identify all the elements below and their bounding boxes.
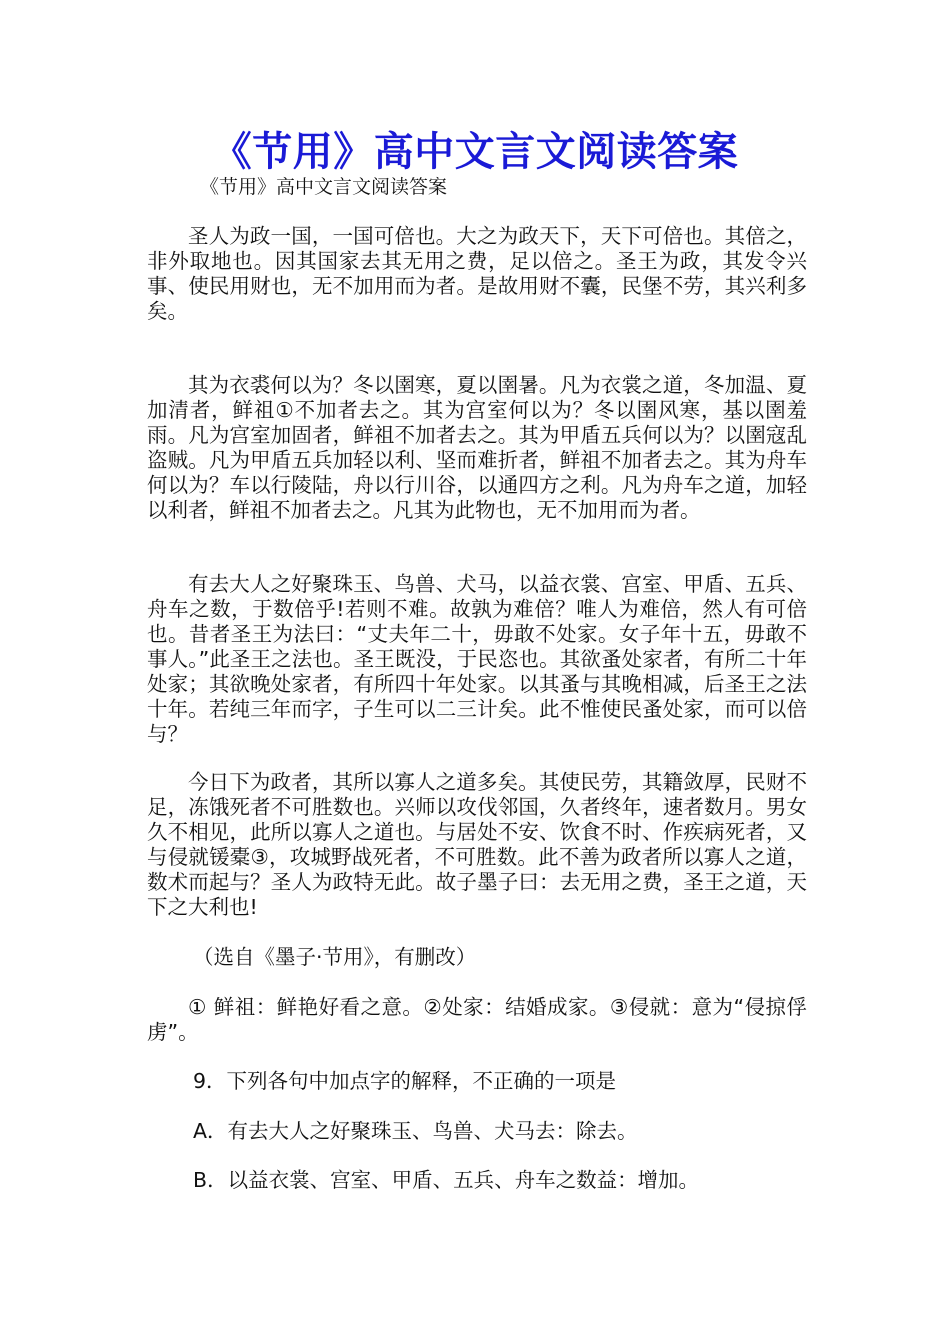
paragraph-1: 圣人为政一国，一国可倍也。大之为政天下，天下可倍也。其倍之，非外取地也。因其国家去其无用之费，足以倍之。圣王为政，其发令兴事、使民用财也，无不加用而为者。是故用财不囊，民堡不劳，其兴利多矣。	[147, 224, 807, 323]
paragraph-2: 其为衣裘何以为？冬以圉寒，夏以圉暑。凡为衣裳之道，冬加温、夏加清者，鲜祖①不加者去之。其为宫室何以为？冬以圉风寒，基以圉羞雨。凡为宫室加固者，鲜祖不加者去之。其为甲盾五兵何以为？以圉寇乱盗贼。凡为甲盾五兵加轻以利、坚而难折者，鲜祖不加者去之。其为舟车何以为？车以行陵陆，舟以行川谷，以通四方之利。凡为舟车之道，加轻以利者，鲜祖不加者去之。凡其为此物也，无不加用而为者。	[147, 373, 807, 522]
paragraph-4: 今日下为政者，其所以寡人之道多矣。其使民劳，其籍敛厚，民财不足，冻饿死者不可胜数也。兴师以攻伐邻国，久者终年，速者数月。男女久不相见，此所以寡人之道也。与居处不安、饮食不时、作疾病死者，又与侵就锾橐③，攻城野战死者，不可胜数。此不善为政者所以寡人之道，数术而起与？圣人为政特无此。故子墨子曰：去无用之费，圣王之道，天下之大利也!	[147, 770, 807, 919]
question-9: 9．下列各句中加点字的解释，不正确的一项是	[193, 1069, 617, 1093]
paragraph-3: 有去大人之好聚珠玉、鸟兽、犬马，以益衣裳、宫室、甲盾、五兵、舟车之数，于数倍乎!若则不难。故孰为难倍？唯人为难倍，然人有可倍也。昔者圣王为法曰：“丈夫年二十，毋敢不处家。女子年十五，毋敢不事人。”此圣王之法也。圣王既没，于民恣也。其欲蚤处家者，有所二十年处家；其欲晚处家者，有所四十年处家。以其蚤与其晚相减，后圣王之法十年。若纯三年而字，子生可以二三计矣。此不惟使民蚤处家，而可以倍与？	[147, 572, 807, 746]
option-b: B．以益衣裳、宫室、甲盾、五兵、舟车之数益：增加。	[193, 1168, 700, 1192]
source-note: （选自《墨子·节用》，有删改）	[193, 945, 477, 969]
page-title: 《节用》高中文言文阅读答案	[211, 128, 739, 175]
footnotes: ① 鲜祖：鲜艳好看之意。②处家：结婚成家。③侵就：意为“侵掠俘虏”。	[147, 995, 807, 1044]
option-a: A．有去大人之好聚珠玉、鸟兽、犬马去：除去。	[193, 1119, 638, 1143]
page-subtitle: 《节用》高中文言文阅读答案	[200, 176, 448, 198]
